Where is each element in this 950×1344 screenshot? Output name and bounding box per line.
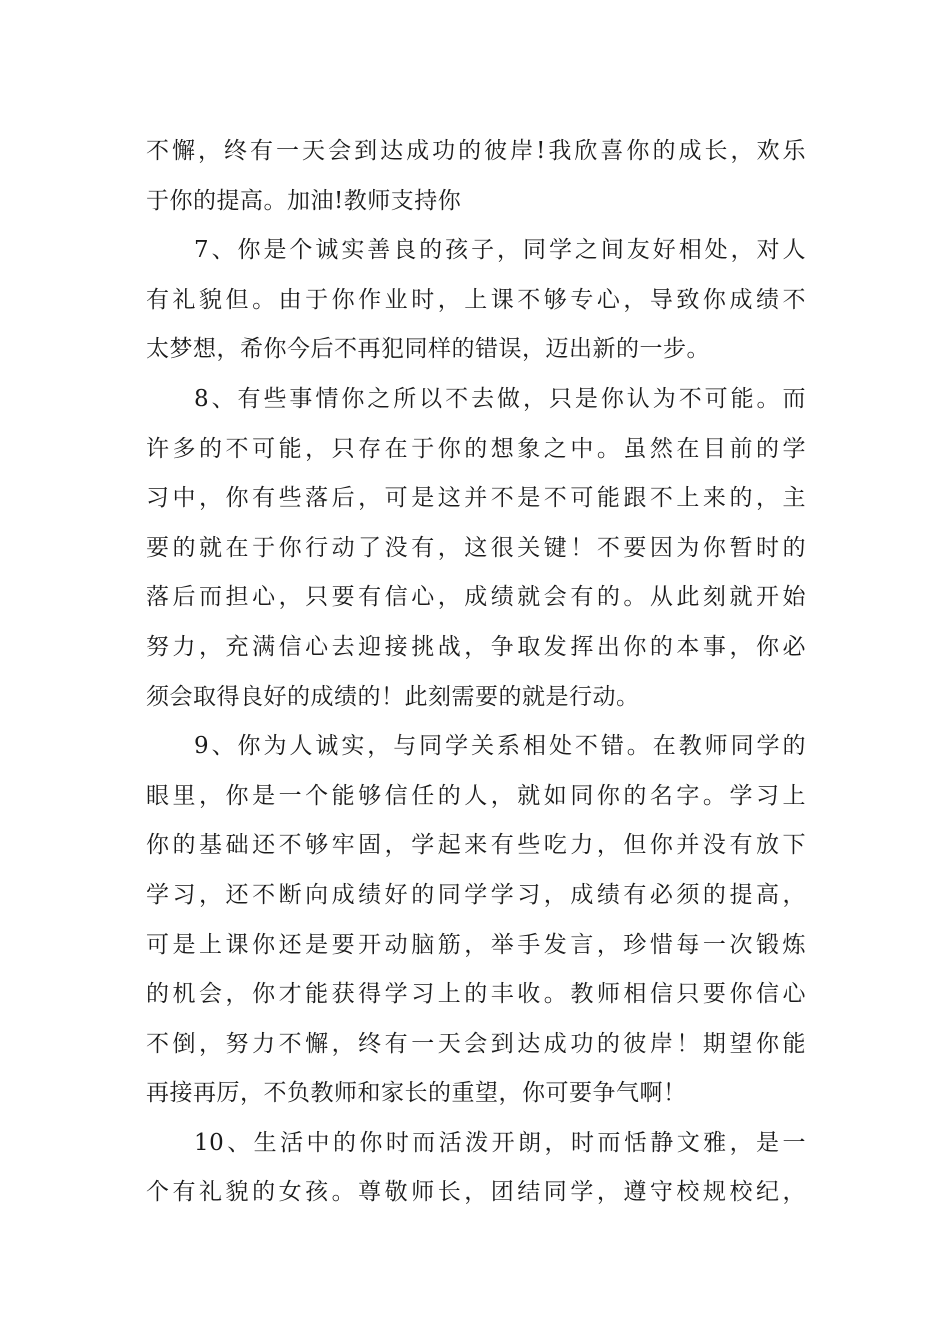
text-line: 8、有些事情你之所以不去做，只是你认为不可能。而 (194, 385, 806, 412)
text-line: 不倒，努力不懈，终有一天会到达成功的彼岸！期望你能 (146, 1030, 806, 1057)
text-line: 9、你为人诚实，与同学关系相处不错。在教师同学的 (194, 733, 806, 760)
text-line: 7、你是个诚实善良的孩子，同学之间友好相处，对人 (194, 237, 806, 264)
paragraph-5 (146, 1119, 806, 1218)
text-line: 个有礼貌的女孩。尊敬师长，团结同学，遵守校规校纪， (146, 1179, 806, 1206)
paragraph-1 (146, 127, 806, 226)
text-line: 于你的提高。加油!教师支持你 (146, 187, 462, 214)
text-line: 有礼貌但。由于你作业时，上课不够专心，导致你成绩不 (146, 286, 806, 313)
text-line: 眼里，你是一个能够信任的人，就如同你的名字。学习上 (146, 782, 806, 809)
paragraph-4 (146, 722, 806, 1119)
text-line: 你的基础还不够牢固，学起来有些吃力，但你并没有放下 (146, 832, 806, 859)
text-line: 再接再厉，不负教师和家长的重望，你可要争气啊！ (146, 1080, 687, 1107)
text-line: 努力，充满信心去迎接挑战，争取发挥出你的本事，你必 (146, 633, 806, 660)
text-line: 要的就在于你行动了没有，这很关键！不要因为你暂时的 (146, 534, 806, 561)
paragraph-3 (146, 375, 806, 722)
text-line: 学习，还不断向成绩好的同学学习，成绩有必须的提高， (146, 881, 806, 908)
document-body (146, 127, 806, 1218)
text-line: 可是上课你还是要开动脑筋，举手发言，珍惜每一次锻炼 (146, 931, 806, 958)
text-line: 的机会，你才能获得学习上的丰收。教师相信只要你信心 (146, 981, 806, 1008)
text-line: 10、生活中的你时而活泼开朗，时而恬静文雅，是一 (194, 1129, 806, 1156)
text-line: 须会取得良好的成绩的！此刻需要的就是行动。 (146, 683, 640, 710)
text-line: 落后而担心，只要有信心，成绩就会有的。从此刻就开始 (146, 584, 806, 611)
text-line: 许多的不可能，只存在于你的想象之中。虽然在目前的学 (146, 435, 806, 462)
text-line: 太梦想，希你今后不再犯同样的错误，迈出新的一步。 (146, 336, 710, 363)
text-line: 习中，你有些落后，可是这并不是不可能跟不上来的，主 (146, 485, 806, 512)
paragraph-2 (146, 226, 806, 375)
text-line: 不懈，终有一天会到达成功的彼岸!我欣喜你的成长，欢乐 (146, 138, 806, 164)
